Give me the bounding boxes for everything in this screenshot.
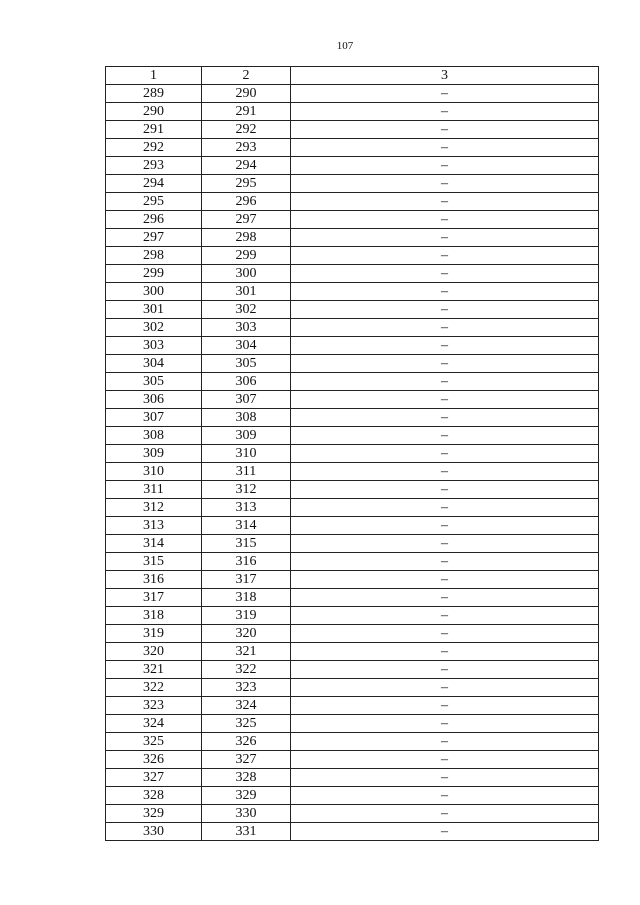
table-cell-col3: – (291, 625, 599, 643)
table-cell-col3: – (291, 715, 599, 733)
table-row (106, 265, 599, 283)
table-cell-col3: – (291, 787, 599, 805)
table-cell-col2: 293 (202, 139, 291, 157)
table-cell-col3: – (291, 427, 599, 445)
table-row (106, 607, 599, 625)
table-cell-col2: 318 (202, 589, 291, 607)
table-cell-col1: 325 (106, 733, 202, 751)
table-cell-col2: 299 (202, 247, 291, 265)
table-cell-col3: – (291, 247, 599, 265)
table-cell-col2: 314 (202, 517, 291, 535)
table-row (106, 715, 599, 733)
table-cell-col3: – (291, 733, 599, 751)
table-cell-col3: – (291, 535, 599, 553)
table-cell-col3: – (291, 103, 599, 121)
table-row (106, 571, 599, 589)
table-cell-col1: 326 (106, 751, 202, 769)
table-cell-col3: – (291, 211, 599, 229)
table-cell-col2: 327 (202, 751, 291, 769)
table-cell-col3: – (291, 463, 599, 481)
table-cell-col1: 308 (106, 427, 202, 445)
table-row (106, 283, 599, 301)
table-row (106, 319, 599, 337)
table-cell-col2: 294 (202, 157, 291, 175)
table-cell-col3: – (291, 229, 599, 247)
table-cell-col3: – (291, 265, 599, 283)
table-cell-col2: 325 (202, 715, 291, 733)
table-cell-col2: 331 (202, 823, 291, 841)
table-row (106, 445, 599, 463)
table-row (106, 751, 599, 769)
page-number: 107 (336, 40, 354, 52)
table-cell-col2: 302 (202, 301, 291, 319)
table-cell-col3: – (291, 769, 599, 787)
data-table (105, 66, 599, 841)
table-cell-col1: 293 (106, 157, 202, 175)
table-cell-col1: 299 (106, 265, 202, 283)
table-row (106, 157, 599, 175)
table-cell-col2: 320 (202, 625, 291, 643)
table-cell-col2: 301 (202, 283, 291, 301)
table-cell-col1: 291 (106, 121, 202, 139)
table-cell-col1: 289 (106, 85, 202, 103)
table-cell-col1: 304 (106, 355, 202, 373)
table-cell-col1: 318 (106, 607, 202, 625)
table-cell-col2: 297 (202, 211, 291, 229)
table-row (106, 85, 599, 103)
table-cell-col1: 314 (106, 535, 202, 553)
table-cell-col3: – (291, 481, 599, 499)
table-row (106, 481, 599, 499)
table-cell-col1: 307 (106, 409, 202, 427)
table-cell-col1: 301 (106, 301, 202, 319)
table-row (106, 229, 599, 247)
table-cell-col2: 290 (202, 85, 291, 103)
table-cell-col2: 324 (202, 697, 291, 715)
table-cell-col2: 312 (202, 481, 291, 499)
table-cell-col3: – (291, 805, 599, 823)
table-cell-col2: 303 (202, 319, 291, 337)
table-row (106, 121, 599, 139)
table-cell-col2: 322 (202, 661, 291, 679)
table-cell-col2: 300 (202, 265, 291, 283)
table-row (106, 517, 599, 535)
table-cell-col1: 322 (106, 679, 202, 697)
table-cell-col3: – (291, 337, 599, 355)
table-row (106, 787, 599, 805)
table-cell-col3: – (291, 139, 599, 157)
table-cell-col3: – (291, 643, 599, 661)
table-cell-col1: 315 (106, 553, 202, 571)
table-cell-col1: 290 (106, 103, 202, 121)
table-row (106, 823, 599, 841)
table-cell-col3: – (291, 499, 599, 517)
table-cell-col3: – (291, 85, 599, 103)
table-cell-col1: 323 (106, 697, 202, 715)
table-cell-col1: 319 (106, 625, 202, 643)
table-cell-col3: – (291, 373, 599, 391)
table-cell-col3: – (291, 355, 599, 373)
column-header-3: 3 (291, 67, 599, 85)
table-cell-col1: 320 (106, 643, 202, 661)
table-cell-col1: 297 (106, 229, 202, 247)
table-body (106, 85, 599, 841)
table-cell-col1: 298 (106, 247, 202, 265)
table-cell-col3: – (291, 607, 599, 625)
table-cell-col3: – (291, 823, 599, 841)
table-row (106, 535, 599, 553)
table-row (106, 301, 599, 319)
table-row (106, 589, 599, 607)
table-cell-col3: – (291, 193, 599, 211)
table-cell-col2: 316 (202, 553, 291, 571)
table-cell-col2: 295 (202, 175, 291, 193)
table-cell-col1: 327 (106, 769, 202, 787)
table-row (106, 625, 599, 643)
table-cell-col2: 315 (202, 535, 291, 553)
table-cell-col2: 292 (202, 121, 291, 139)
table-cell-col2: 326 (202, 733, 291, 751)
table-header-row (106, 67, 599, 85)
table-row (106, 463, 599, 481)
table-cell-col1: 300 (106, 283, 202, 301)
table-cell-col2: 305 (202, 355, 291, 373)
table-row (106, 805, 599, 823)
table-cell-col1: 303 (106, 337, 202, 355)
table-cell-col3: – (291, 517, 599, 535)
table-cell-col3: – (291, 175, 599, 193)
table-cell-col3: – (291, 571, 599, 589)
table-row (106, 103, 599, 121)
table-cell-col1: 316 (106, 571, 202, 589)
table-cell-col3: – (291, 679, 599, 697)
table-cell-col1: 312 (106, 499, 202, 517)
table-cell-col2: 296 (202, 193, 291, 211)
table-cell-col1: 317 (106, 589, 202, 607)
table-row (106, 139, 599, 157)
table-cell-col2: 307 (202, 391, 291, 409)
table-cell-col1: 309 (106, 445, 202, 463)
table-cell-col2: 309 (202, 427, 291, 445)
table-cell-col3: – (291, 157, 599, 175)
table-cell-col1: 302 (106, 319, 202, 337)
table-cell-col3: – (291, 301, 599, 319)
table-cell-col3: – (291, 391, 599, 409)
table-cell-col1: 330 (106, 823, 202, 841)
table-row (106, 373, 599, 391)
table-cell-col3: – (291, 697, 599, 715)
table-cell-col3: – (291, 319, 599, 337)
table-cell-col2: 317 (202, 571, 291, 589)
table-cell-col3: – (291, 409, 599, 427)
table-row (106, 679, 599, 697)
table-cell-col2: 319 (202, 607, 291, 625)
table-cell-col3: – (291, 589, 599, 607)
table-cell-col1: 329 (106, 805, 202, 823)
table-cell-col2: 304 (202, 337, 291, 355)
table-cell-col1: 328 (106, 787, 202, 805)
table-cell-col1: 292 (106, 139, 202, 157)
table-cell-col3: – (291, 553, 599, 571)
table-row (106, 733, 599, 751)
table-cell-col2: 308 (202, 409, 291, 427)
table-row (106, 193, 599, 211)
table-row (106, 175, 599, 193)
table-row (106, 355, 599, 373)
table-cell-col2: 298 (202, 229, 291, 247)
table-row (106, 553, 599, 571)
table-cell-col1: 321 (106, 661, 202, 679)
table-row (106, 697, 599, 715)
table-cell-col2: 330 (202, 805, 291, 823)
column-header-2: 2 (202, 67, 291, 85)
table-cell-col3: – (291, 445, 599, 463)
table-cell-col3: – (291, 121, 599, 139)
table-row (106, 499, 599, 517)
table-row (106, 409, 599, 427)
table-cell-col1: 311 (106, 481, 202, 499)
table-row (106, 391, 599, 409)
table-row (106, 337, 599, 355)
table-cell-col2: 323 (202, 679, 291, 697)
table-cell-col2: 310 (202, 445, 291, 463)
table-cell-col2: 313 (202, 499, 291, 517)
table-cell-col2: 311 (202, 463, 291, 481)
table-row (106, 427, 599, 445)
table-row (106, 769, 599, 787)
table-cell-col2: 291 (202, 103, 291, 121)
table-cell-col1: 294 (106, 175, 202, 193)
table-cell-col1: 324 (106, 715, 202, 733)
table-cell-col1: 296 (106, 211, 202, 229)
table-cell-col3: – (291, 751, 599, 769)
table-cell-col3: – (291, 283, 599, 301)
table-cell-col3: – (291, 661, 599, 679)
table-cell-col1: 313 (106, 517, 202, 535)
table-cell-col2: 306 (202, 373, 291, 391)
column-header-1: 1 (106, 67, 202, 85)
table-cell-col2: 329 (202, 787, 291, 805)
table-row (106, 211, 599, 229)
table-row (106, 247, 599, 265)
table-row (106, 661, 599, 679)
table-cell-col1: 310 (106, 463, 202, 481)
table-cell-col2: 321 (202, 643, 291, 661)
table-cell-col1: 306 (106, 391, 202, 409)
table-row (106, 643, 599, 661)
table-cell-col2: 328 (202, 769, 291, 787)
table-cell-col1: 295 (106, 193, 202, 211)
table-cell-col1: 305 (106, 373, 202, 391)
